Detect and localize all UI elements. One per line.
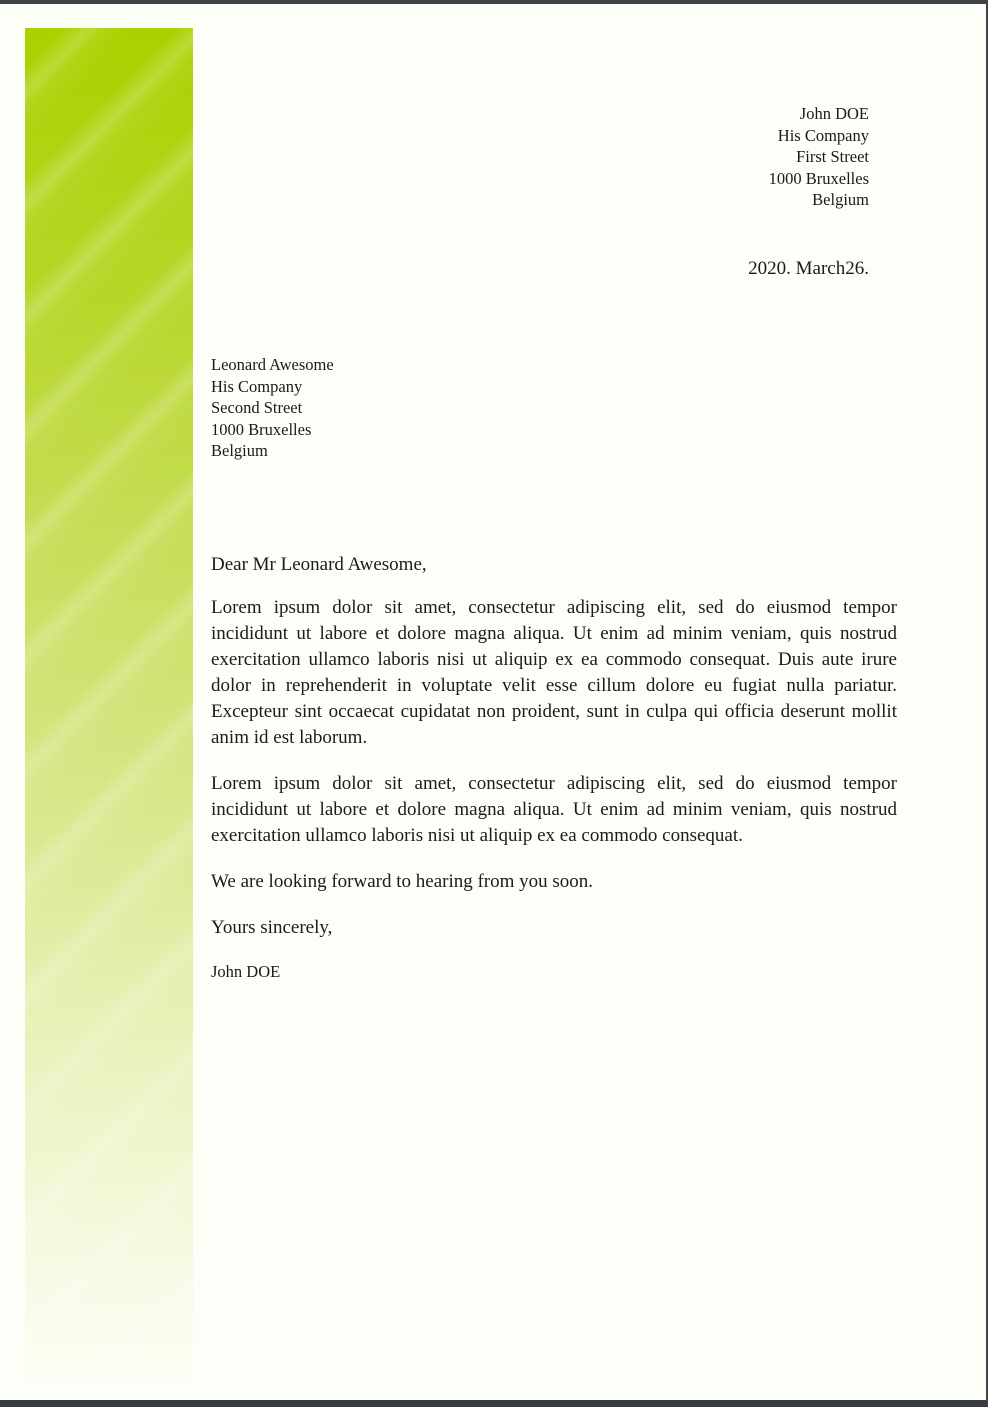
valediction: Yours sincerely, — [211, 917, 333, 938]
sender-name: John DOE — [799, 104, 869, 123]
gradient-accent-bar — [25, 28, 193, 1380]
recipient-city: 1000 Bruxelles — [211, 419, 312, 439]
sender-country: Belgium — [812, 190, 869, 209]
sender-company: His Company — [777, 125, 869, 145]
body-paragraph-1: Lorem ipsum dolor sit amet, consectetur adipiscing elit, sed do eiusmod tempor incididunt ut labore et dolore magna aliqua. Ut enim ad minim veniam, quis nostrud exercitation ullamco laboris nisi ut aliquip ex ea commodo consequat. Duis aute irure dolor in reprehenderit in voluptate velit esse cillum dolore eu fugiat nulla pariatur. Excepteur sint occaecat cupidatat non proident, sunt in culpa qui officia deserunt mollit anim id est laborum. — [211, 597, 897, 748]
letter-body — [211, 552, 897, 1003]
recipient-country: Belgium — [211, 441, 268, 460]
recipient-address-block — [211, 354, 334, 462]
recipient-company: His Company — [211, 376, 303, 396]
body-paragraph-2: Lorem ipsum dolor sit amet, consectetur adipiscing elit, sed do eiusmod tempor incididunt ut labore et dolore magna aliqua. Ut enim ad minim veniam, quis nostrud exercitation ullamco laboris nisi ut aliquip ex ea commodo consequat. — [211, 773, 897, 846]
closing-line: We are looking forward to hearing from you soon. — [211, 871, 594, 892]
salutation: Dear Mr Leonard Awesome, — [211, 554, 427, 575]
date-line: 2020. March26. — [748, 258, 869, 279]
sender-address-block — [769, 103, 869, 211]
sender-street: First Street — [796, 147, 869, 166]
recipient-name: Leonard Awesome — [211, 355, 334, 374]
signature-name: John DOE — [211, 962, 281, 981]
sender-city: 1000 Bruxelles — [768, 168, 869, 188]
recipient-street: Second Street — [211, 398, 303, 417]
